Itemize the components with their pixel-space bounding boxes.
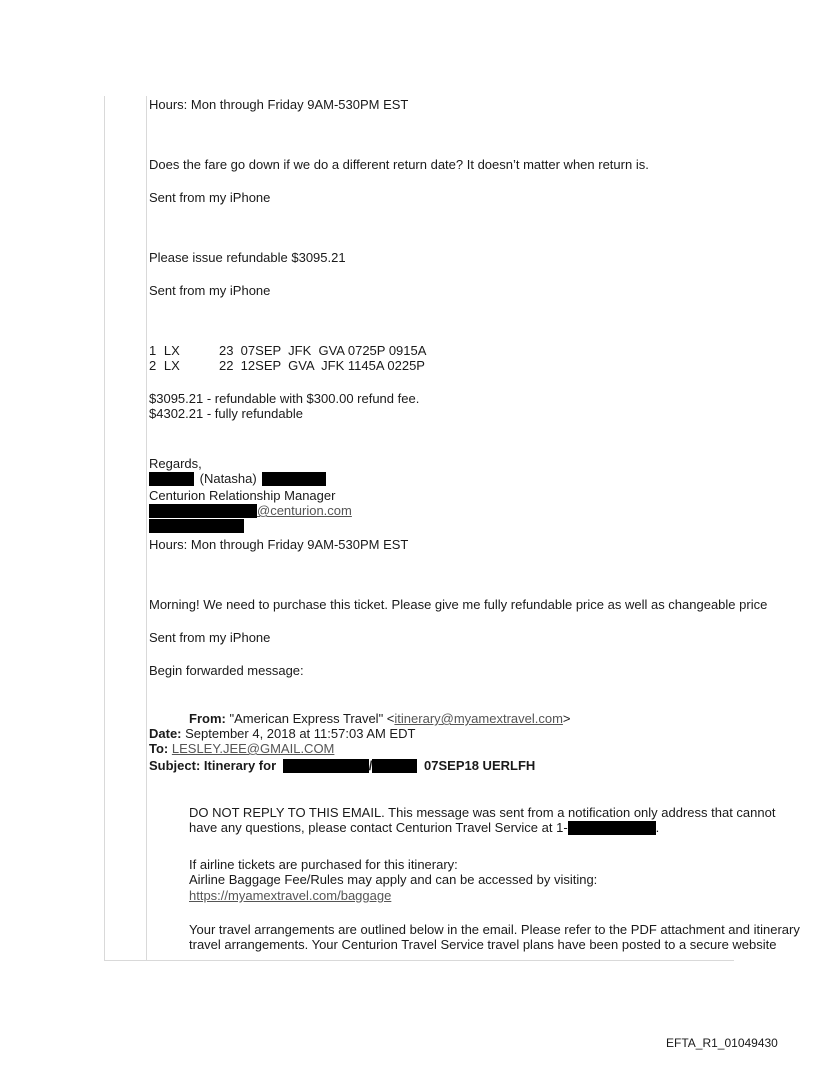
- redaction-box: [262, 472, 326, 486]
- hours-line-top: Hours: Mon through Friday 9AM-530PM EST: [149, 97, 409, 112]
- sent-from-iphone-1: Sent from my iPhone: [149, 190, 271, 205]
- redaction-box: [372, 759, 417, 773]
- price-fully-refundable: $4302.21 - fully refundable: [149, 406, 303, 421]
- flight-detail: 23 07SEP JFK GVA 0725P 0915A: [219, 343, 427, 358]
- airline-line-2: Airline Baggage Fee/Rules may apply and can be accessed by visiting:: [189, 872, 598, 887]
- forward-subject: [149, 758, 535, 773]
- contact-text-end: .: [655, 820, 660, 835]
- flight-row-1: [149, 343, 427, 358]
- fare-question: Does the fare go down if we do a different return date? It doesn’t matter when return is.: [149, 157, 649, 172]
- subject-tail: 07SEP18 UERLFH: [424, 758, 536, 773]
- airline-line-1: If airline tickets are purchased for this itinerary:: [189, 857, 458, 872]
- forward-date: [149, 726, 415, 741]
- issue-request: Please issue refundable $3095.21: [149, 250, 346, 265]
- redaction-box: [149, 504, 257, 518]
- price-refundable-fee: $3095.21 - refundable with $300.00 refund fee.: [149, 391, 420, 406]
- flight-airline: LX: [163, 358, 180, 373]
- from-close: >: [562, 711, 571, 726]
- from-label: From:: [189, 711, 226, 726]
- signature-nickname: (Natasha): [199, 471, 257, 486]
- outline-line-2: travel arrangements. Your Centurion Travel Service travel plans have been posted to a secure website: [189, 937, 777, 952]
- contact-text: have any questions, please contact Centurion Travel Service at 1-: [189, 820, 568, 835]
- baggage-link[interactable]: https://myamextravel.com/baggage: [189, 888, 392, 903]
- redaction-box: [283, 759, 369, 773]
- redaction-box: [149, 519, 244, 533]
- from-name: "American Express Travel" <: [229, 711, 395, 726]
- donot-reply-line-1: DO NOT REPLY TO THIS EMAIL. This message was sent from a notification only address that cannot: [189, 805, 776, 820]
- signature-email-domain[interactable]: @centurion.com: [257, 503, 352, 518]
- signature-title: Centurion Relationship Manager: [149, 488, 336, 503]
- flight-line-number: 1: [149, 343, 157, 358]
- flight-airline: LX: [163, 343, 180, 358]
- document-id-footer: EFTA_R1_01049430: [666, 1036, 778, 1050]
- date-label: Date:: [149, 726, 182, 741]
- to-email-link[interactable]: LESLEY.JEE@GMAIL.COM: [171, 741, 335, 756]
- quote-margin-inner: [146, 96, 147, 960]
- subject-label: Subject: Itinerary for: [149, 758, 277, 773]
- signature-phone: [149, 518, 244, 533]
- donot-reply-line-2: [189, 820, 659, 835]
- forward-to: [149, 741, 334, 756]
- flight-detail: 22 12SEP GVA JFK 1145A 0225P: [219, 358, 425, 373]
- flight-line-number: 2: [149, 358, 157, 373]
- signature-email: [149, 503, 352, 518]
- hours-line-signature: Hours: Mon through Friday 9AM-530PM EST: [149, 537, 409, 552]
- from-email-link[interactable]: itinerary@myamextravel.com: [394, 711, 563, 726]
- begin-forwarded: Begin forwarded message:: [149, 663, 304, 678]
- date-value: September 4, 2018 at 11:57:03 AM EDT: [185, 726, 416, 741]
- redaction-box: [149, 472, 194, 486]
- outline-line-1: Your travel arrangements are outlined below in the email. Please refer to the PDF attachment and itinerary: [189, 922, 800, 937]
- quote-margin-outer: [104, 96, 105, 960]
- quote-bottom-rule: [104, 960, 734, 961]
- sent-from-iphone-2: Sent from my iPhone: [149, 283, 271, 298]
- redaction-box: [568, 821, 656, 835]
- forward-from: [189, 711, 571, 726]
- morning-message: Morning! We need to purchase this ticket. Please give me fully refundable price as well as changeable price: [149, 597, 768, 612]
- flight-row-2: [149, 358, 425, 373]
- sent-from-iphone-3: Sent from my iPhone: [149, 630, 271, 645]
- to-label: To:: [149, 741, 169, 756]
- signature-name: [149, 471, 326, 486]
- signature-regards: Regards,: [149, 456, 202, 471]
- subject-separator: /: [368, 758, 373, 773]
